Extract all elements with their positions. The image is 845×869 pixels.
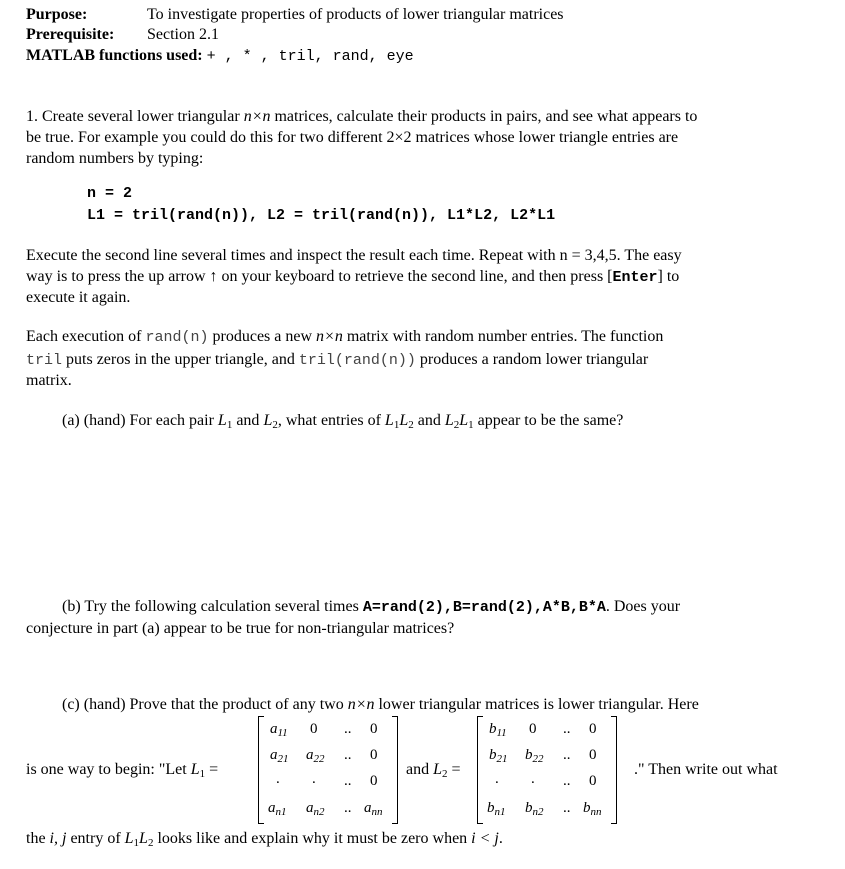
matrix-L1-cell: .	[276, 771, 280, 787]
code-line-1: n = 2	[87, 185, 133, 202]
prerequisite-text: Section 2.1	[147, 26, 219, 43]
matrix-L1-cell: $a_{n1}$	[268, 800, 287, 818]
matrix-L1-cell: ..	[344, 773, 352, 789]
matrix-L2-cell: .	[531, 771, 535, 787]
matrix-L2-cell: $b_{nn}$	[583, 800, 602, 818]
question-b-code: A=rand(2),B=rand(2),A*B,B*A	[362, 599, 606, 616]
p1-line1: 1. Create several lower triangular n×n matrices, calculate their products in pairs, and see what appears to	[26, 108, 698, 125]
p3-line1: Each execution of rand(n) produces a new n×n matrix with random number entries. The function	[26, 328, 664, 346]
p3-line2: tril puts zeros in the upper triangle, and tril(rand(n)) produces a random lower triangular	[26, 351, 649, 369]
question-a: (a) (hand) For each pair $L_1$ and $L_2$, what entries of $L_1L_2$ and $L_2L_1$ appear to be the same?	[62, 412, 624, 431]
matrix-L1	[258, 716, 398, 824]
matrix-L2-cell: $b_{n2}$	[525, 800, 544, 818]
p2-line1: Execute the second line several times and inspect the result each time. Repeat with n = 3,4,5. The easy	[26, 247, 682, 264]
question-c-line1: (c) (hand) Prove that the product of any two n×n lower triangular matrices is lower triangular. Here	[62, 696, 699, 713]
matrix-L1-cell: $a_{11}$	[270, 721, 288, 739]
question-b-line2: conjecture in part (a) appear to be true for non-triangular matrices?	[26, 620, 455, 637]
question-c-last: the i, j entry of $L_1L_2$ looks like and explain why it must be zero when i < j.	[26, 830, 503, 849]
purpose-label: Purpose:	[26, 6, 88, 23]
matrix-L2-cell: 0	[589, 773, 597, 789]
matrix-L2-cell: 0	[529, 721, 537, 737]
enter-key: Enter	[612, 269, 658, 286]
matrix-L2-cell: ..	[563, 800, 571, 816]
matrix-L2-cell: ..	[563, 747, 571, 763]
matrix-L2-cell: ..	[563, 773, 571, 789]
matrix-L2-cell: 0	[589, 747, 597, 763]
matrix-L2-cell: $b_{21}$	[489, 747, 508, 765]
matrix-L1-cell: .	[312, 771, 316, 787]
functions-line: MATLAB functions used: + , * , tril, rand, eye	[26, 47, 414, 65]
matrix-L1-cell: $a_{21}$	[270, 747, 289, 765]
matrix-L2	[477, 716, 617, 824]
question-b-line1: (b) Try the following calculation several times A=rand(2),B=rand(2),A*B,B*A. Does your	[62, 598, 681, 616]
p2-line2: way is to press the up arrow ↑ on your keyboard to retrieve the second line, and then press [Enter] to	[26, 268, 680, 286]
purpose-text: To investigate properties of products of lower triangular matrices	[147, 6, 564, 23]
matrix-L2-cell: $b_{22}$	[525, 747, 544, 765]
matrix-L1-cell: ..	[344, 721, 352, 737]
prerequisite-label: Prerequisite:	[26, 26, 115, 43]
matrix-L2-cell: $b_{11}$	[489, 721, 507, 739]
functions-list: + , * , tril, rand, eye	[206, 48, 414, 65]
p1-line3: random numbers by typing:	[26, 150, 204, 167]
question-c-then: ." Then write out what	[634, 761, 778, 778]
matrix-L2-cell: $b_{n1}$	[487, 800, 506, 818]
question-c-begin: is one way to begin: "Let $L_1$ =	[26, 761, 219, 780]
matrix-L2-cell: .	[495, 771, 499, 787]
matrix-L2-cell: 0	[589, 721, 597, 737]
matrix-L1-cell: 0	[370, 747, 378, 763]
functions-label: MATLAB functions used	[26, 47, 198, 64]
matrix-L2-cell: ..	[563, 721, 571, 737]
matrix-L1-cell: 0	[310, 721, 318, 737]
and-L2-label: and $L_2$ =	[406, 761, 461, 780]
matrix-L1-cell: 0	[370, 773, 378, 789]
matrix-L1-cell: $a_{n2}$	[306, 800, 325, 818]
matrix-L1-cell: 0	[370, 721, 378, 737]
p3-line3: matrix.	[26, 372, 72, 389]
code-line-2: L1 = tril(rand(n)), L2 = tril(rand(n)), L1*L2, L2*L1	[87, 207, 556, 224]
matrix-L1-cell: $a_{22}$	[306, 747, 325, 765]
matrix-L1-cell: ..	[344, 800, 352, 816]
p1-line2: be true. For example you could do this for two different 2×2 matrices whose lower triangle entries are	[26, 129, 679, 146]
p2-line3: execute it again.	[26, 289, 131, 306]
matrix-L1-cell: $a_{nn}$	[364, 800, 383, 818]
matrix-L1-cell: ..	[344, 747, 352, 763]
